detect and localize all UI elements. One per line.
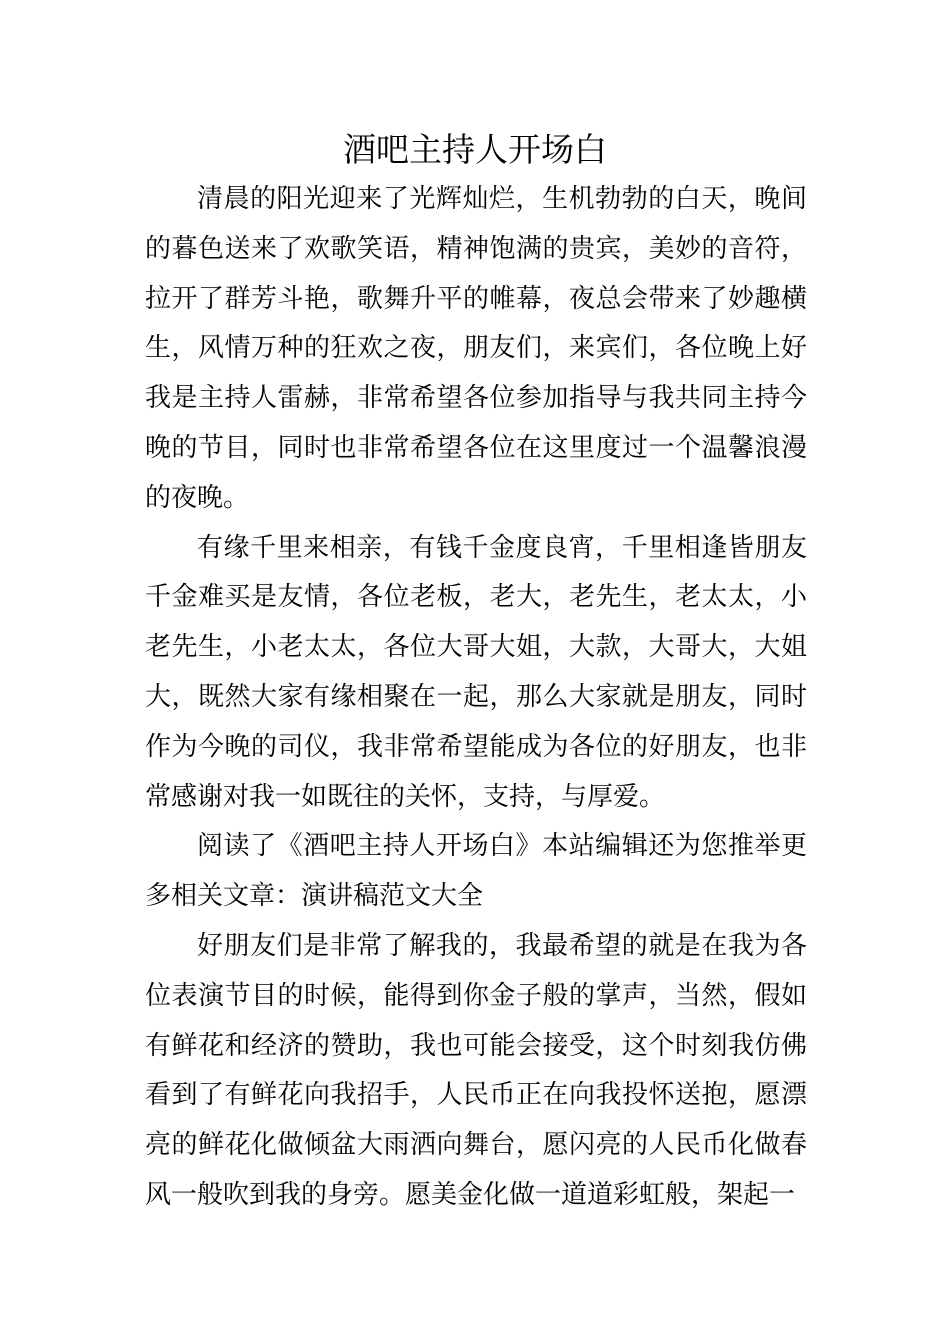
- paragraph-opening: 清晨的阳光迎来了光辉灿烂，生机勃勃的白天，晚间的暮色送来了欢歌笑语，精神饱满的贵宾，美妙的音符，拉开了群芳斗艳，歌舞升平的帷幕，夜总会带来了妙趣横生，风情万种的狂欢之夜，朋友们，来宾们，各位晚上好我是主持人雷赫，非常希望各位参加指导与我共同主持今晚的节目，同时也非常希望各位在这里度过一个温馨浪漫的夜晚。: [145, 184, 807, 513]
- paragraph-related-articles: 阅读了《酒吧主持人开场白》本站编辑还为您推举更多相关文章：演讲稿范文大全: [145, 831, 807, 912]
- paragraph-friendship: 有缘千里来相亲，有钱千金度良宵，千里相逢皆朋友千金难买是友情，各位老板，老大，老先生，老太太，小老先生，小老太太，各位大哥大姐，大款，大哥大，大姐大，既然大家有缘相聚在一起，那么大家就是朋友，同时作为今晚的司仪，我非常希望能成为各位的好朋友，也非常感谢对我一如既往的关怀，支持，与厚爱。: [145, 532, 807, 812]
- document-body: [145, 175, 807, 1221]
- document-title: 酒吧主持人开场白: [343, 130, 607, 169]
- paragraph-applause: 好朋友们是非常了解我的，我最希望的就是在我为各位表演节目的时候，能得到你金子般的掌声，当然，假如有鲜花和经济的赞助，我也可能会接受，这个时刻我仿佛看到了有鲜花向我招手，人民币正在向我投怀送抱，愿漂亮的鲜花化做倾盆大雨洒向舞台，愿闪亮的人民币化做春风一般吹到我的身旁。愿美金化做一道道彩虹般，架起一: [145, 930, 807, 1210]
